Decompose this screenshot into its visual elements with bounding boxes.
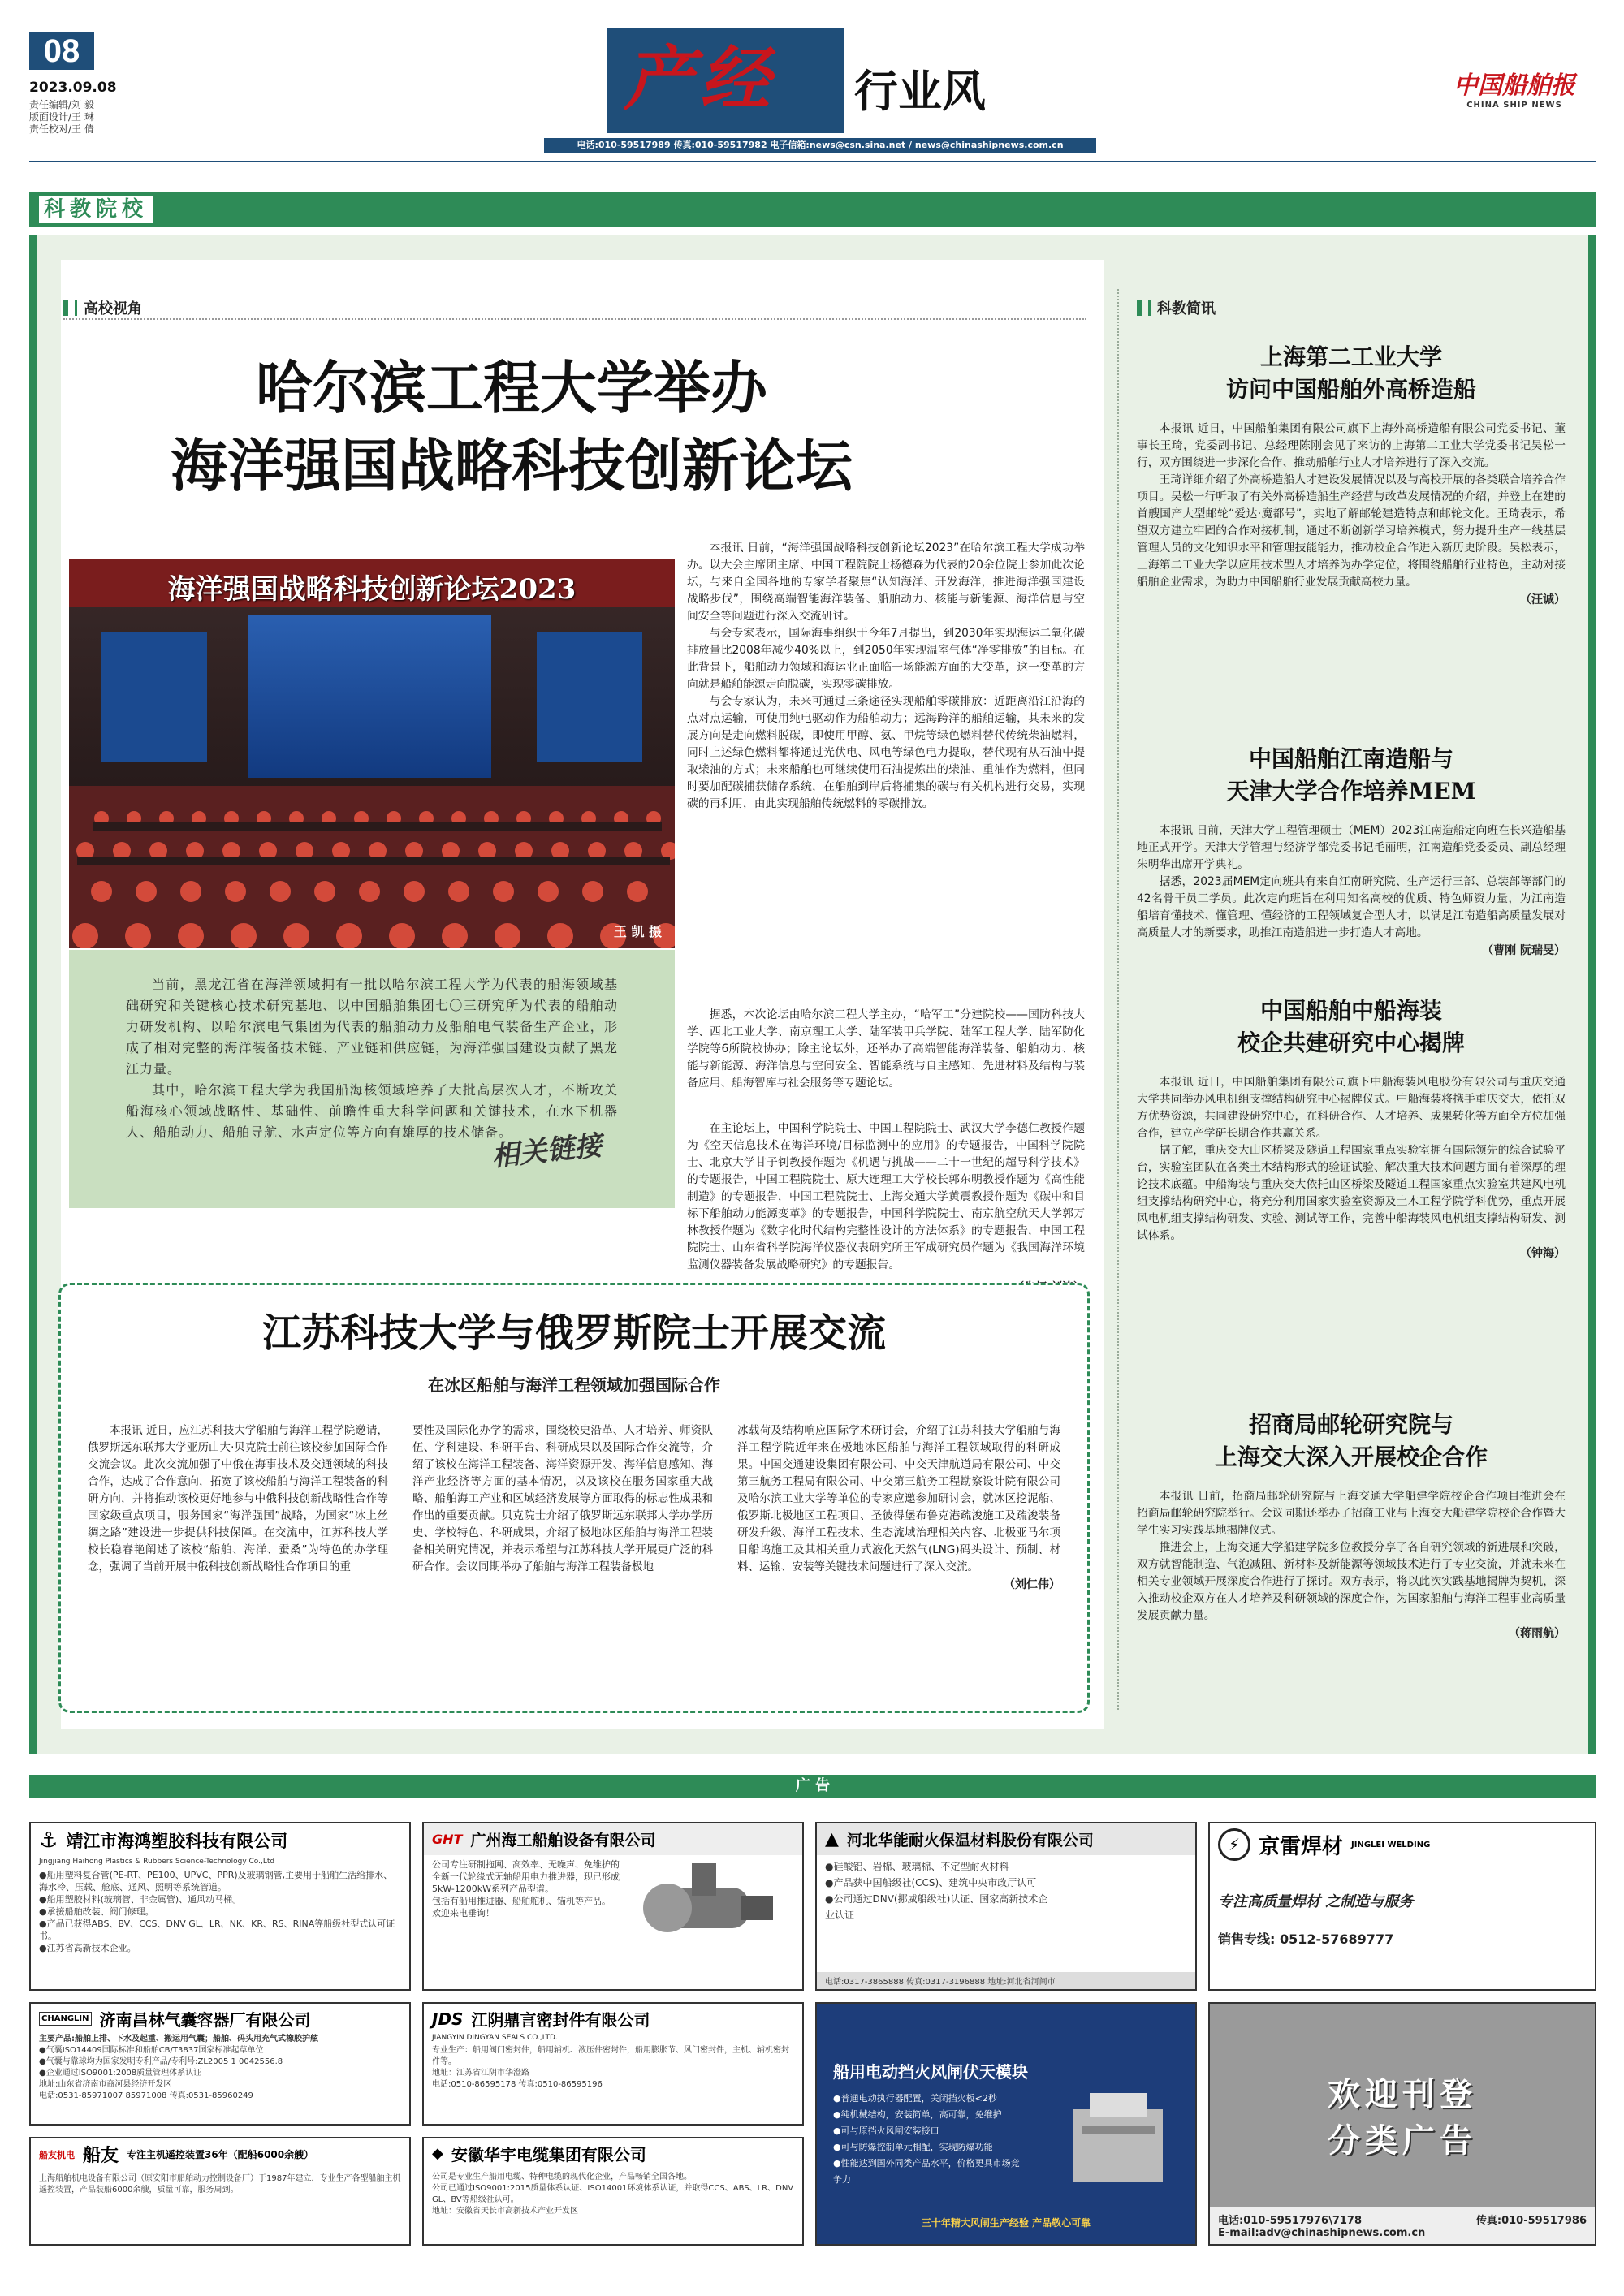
forum-article-body-3 <box>687 1120 1085 1295</box>
brief-item <box>1137 341 1566 607</box>
ad-band <box>29 1775 1596 1798</box>
ad-line: 公司是专业生产船用电缆、特种电缆的现代化企业，产品畅销全国各地。 <box>432 2173 692 2182</box>
editor-credit: 责任编辑/刘 毅 <box>29 99 94 110</box>
brief-title: 天津大学合作培养MEM <box>1226 778 1476 805</box>
ad-line: ●公司通过DNV(挪威船级社)认证、国家高新技术企业认证 <box>825 1893 1048 1921</box>
ad-company-name: 江阴鼎言密封件有限公司 <box>471 2010 650 2030</box>
band-label <box>39 196 153 223</box>
brief-credit: （汪诚） <box>1520 593 1566 606</box>
ad-headline: 船用电动挡火风闸伏天模块 <box>833 2062 1028 2082</box>
ad-company-en: JINGLEI WELDING <box>1351 1840 1431 1849</box>
classified-phone: 电话:010-59517976\7178 <box>1218 2215 1363 2227</box>
ad-company-name: 安徽华宇电缆集团有限公司 <box>451 2145 646 2164</box>
ad-company-name: 京雷焊材 <box>1259 1834 1344 1859</box>
classified-fax: 传真:010-59517986 <box>1475 2215 1587 2227</box>
article-paragraph: 据悉，本次论坛由哈尔滨工程大学主办，“哈军工”分建院校——国防科技大学、西北工业大学、南京理工大学、陆军装甲兵学院、陆军工程大学、陆军防化学院等6所院校协办；除主论坛外，还举办了高端智能海洋装备、船舶动力、核能与新能源、海洋信息与空间安全、智能系统与自主感知、先进材料及结构与装备应用、船海智库与社会服务等专题论坛。 <box>687 1008 1085 1090</box>
ad-company-en: JIANGYIN DINGYAN SEALS CO.,LTD. <box>432 2034 558 2042</box>
ad-header <box>31 2138 409 2170</box>
ad-line: ●产品获中国船级社(CCS)、建筑中央市政厅认可 <box>825 1877 1037 1888</box>
ad-slogan: 三十年精大风闸生产经验 产品敬心可靠 <box>921 2217 1091 2229</box>
ad-guangzhou-marine <box>422 1822 804 1991</box>
ad-huaneng <box>815 1822 1197 1991</box>
ad-company-name: 船友 <box>83 2146 119 2166</box>
ad-brand: 船友机电 <box>39 2149 75 2160</box>
section-band <box>29 192 1596 227</box>
photo-banner-text: 海洋强国战略科技创新论坛2023 <box>167 573 577 606</box>
article-paragraph: 与会专家表示，国际海事组织于今年7月提出，到2030年实现海运二氧化碳排放量比2008年减少40%以上，到2050年实现温室气体“净零排放”的目标。在此背景下，船舶动力领域和海运业正面临一场能源方面的大变革，这一变革的方向就是船舶能源走向脱碳，实现零碳排放。 <box>687 627 1085 691</box>
ad-line: ●硅酸铝、岩棉、玻璃棉、不定型耐火材料 <box>825 1861 1009 1872</box>
ad-slogan: 专注主机遥控装置36年（配船6000余艘） <box>127 2149 314 2160</box>
right-section-title: 科教简讯 <box>1157 300 1216 317</box>
photo-credit: 王 凯 摄 <box>613 924 662 939</box>
classified-title: 欢迎刊登 <box>1328 2075 1477 2113</box>
brief-paragraph: 本报讯 日前，天津大学工程管理硕士（MEM）2023江南造船定向班在长兴造船基地正式开学。天津大学管理与经济学部党委书记毛丽明，江南造船党委委员、副总经理朱明华出席开学典礼。 <box>1137 824 1566 871</box>
brief-paragraph: 本报讯 近日，中国船舶集团有限公司旗下上海外高桥造船有限公司党委书记、董事长王琦，党委副书记、总经理陈刚会见了来访的上海第二工业大学党委书记吴松一行，双方围绕进一步深化合作、推动船舶行业人才培养进行了深入交流。 <box>1137 422 1566 469</box>
ad-header <box>424 1823 802 1855</box>
ad-changlin <box>29 2002 411 2126</box>
brief-paragraph: 本报讯 日前，招商局邮轮研究院与上海交通大学船建学院校企合作项目推进会在招商局邮轮研究院举行。会议同期还举办了招商工业与上海交大船建学院校企合作暨大学生实习实践基地揭牌仪式。 <box>1137 1490 1566 1537</box>
header-rule <box>29 161 1596 162</box>
related-paragraph: 其中，哈尔滨工程大学为我国船海核领域培养了大批高层次人才，不断攻关船海核心领域战略性、基础性、前瞻性重大科学问题和关键技术，在水下机器人、船舶动力、船舶导航、水声定位等方向有雄厚的技术储备。 <box>126 1082 618 1140</box>
related-links-box <box>69 950 675 1208</box>
brief-title: 中国船舶江南造船与 <box>1248 745 1453 772</box>
forum-headline-line2: 海洋强国战略科技创新论坛 <box>171 432 853 499</box>
ad-company-name: 河北华能耐火保温材料股份有限公司 <box>846 1832 1094 1849</box>
brief-paragraph: 王琦详细介绍了外高桥造船人才建设发展情况以及与高校开展的各类联合培养合作项目。吴松一行听取了有关外高桥造船生产经营与改革发展情况的介绍，并登上在建的首艘国产大型邮轮“爱达·魔都号”，实地了解邮轮建造特点和邮轮文化。王琦表示，希望双方建立牢固的合作对接机制，通过不断创新学习培养模式，努力提升生产一线基层管理人员的文化知识水平和管理技能能力，推动校企合作进入新历史阶段。吴松表示，上海第二工业大学以应用技术型人才培养为办学定位，将围绕船舶行业特色，主动对接船舶企业需求，为助力中国船舶行业发展贡献高校力量。 <box>1137 473 1566 589</box>
related-links-label: 相关链接 <box>490 1129 604 1173</box>
classified-email: E-mail:adv@chinashipnews.com.cn <box>1218 2227 1426 2239</box>
editor-credit: 责任校对/王 倩 <box>29 123 94 135</box>
ad-header <box>31 1823 409 1858</box>
brief-paragraph: 推进会上，上海交通大学船建学院多位教授分享了各自研究领域的新进展和突破，双方就智能制造、气泡减阻、新材料及新能源等领域技术进行了专业交流，并就未来在相关专业领域开展深度合作进行了探讨。双方表示，将以此次实践基地揭牌为契机，深入推动校企双方在人才培养及科研领域的深度合作，为国家船舶与海洋工程事业高质量发展贡献力量。 <box>1137 1541 1566 1622</box>
ad-chuanyou <box>29 2137 411 2246</box>
brief-title: 上海第二工业大学 <box>1259 343 1442 370</box>
ad-body <box>817 1855 1060 1927</box>
band-label-text: 科教院校 <box>39 196 153 223</box>
ad-company-name: 济南昌林气囊容器厂有限公司 <box>99 2010 311 2030</box>
ad-line: ●气囊与靠球均为国家发明专利产品/专利号:ZL2005 1 0042556.8 <box>39 2057 283 2066</box>
jiangsu-subtitle: 在冰区船舶与海洋工程领域加强国际合作 <box>428 1375 720 1395</box>
article-paragraph: 在主论坛上，中国科学院院士、中国工程院院士、武汉大学李德仁教授作题为《空天信息技术在海洋环境/目标监测中的应用》的专题报告，中国科学院院士、北京大学甘子钊教授作题为《机遇与挑战——二十一世纪的超导科学技术》的专题报告，中国工程院院士、原大连理工大学校长郭东明教授作题为《高性能制造》的专题报告，中国工程院院士、上海交通大学黄震教授作题为《碳中和目标下船舶动力能源变革》的专题报告，中国科学院院士、南京航空航天大学郭万林教授作题为《数字化时代结构完整性设计的方法体系》的专题报告，中国工程院院士、山东省科学院海洋仪器仪表研究所王军成研究员作题为《我国海洋环境监测仪器装备发展战略研究》的专题报告。 <box>687 1122 1085 1271</box>
ad-body <box>424 2042 802 2094</box>
ad-dingyan <box>422 2002 804 2126</box>
classified-contact <box>1210 2207 1595 2244</box>
ad-content <box>424 1855 802 1961</box>
ad-band-label: 广 告 <box>795 1777 831 1794</box>
masthead-logo: 产经 <box>624 38 776 120</box>
forum-photo-art <box>69 559 675 948</box>
article-credit: （刘仁伟） <box>1004 1578 1060 1591</box>
ad-line: 主要产品:船舶上排、下水及起重、搬运用气囊；船舶、码头用充气式橡胶护舷 <box>39 2035 318 2044</box>
brief-paragraph: 据悉，2023届MEM定向班共有来自江南研究院、生产运行三部、总装部等部门的42名骨干员工学员。此次定向班旨在利用知名高校的优质、特色师资力量，为江南造船培育懂技术、懂管理、懂经济的工程领域复合型人才，以满足江南造船高质量发展对高质量人才的新要求，助推江南造船进一步打造人才高地。 <box>1137 875 1566 939</box>
right-section-label <box>1137 297 1216 318</box>
label-bar <box>75 300 77 316</box>
ad-body <box>424 1855 635 1961</box>
ad-logo-icon: ◆ <box>432 2145 443 2162</box>
brief-credit: （蒋雨航） <box>1509 1627 1566 1640</box>
thruster-product-image <box>635 1855 789 1961</box>
label-bar <box>63 300 68 316</box>
left-section-label <box>63 297 142 318</box>
ad-line: ●性能达到国外同类产品水平，价格更具市场竞争力 <box>833 2158 1020 2185</box>
ad-line: 上海船舶机电设备有限公司（原安阳市船舶动力控制设备厂）于1987年建立，专业生产各型船舶主机遥控装置，产品装船6000余艘，质量可靠，服务周到。 <box>39 2174 401 2195</box>
ad-haihong <box>29 1822 411 1991</box>
article-paragraph: 本报讯 日前，“海洋强国战略科技创新论坛2023”在哈尔滨工程大学成功举办。以大会主席团主席、中国工程院院士杨德森为代表的20余位院士参加此次论坛，与来自全国各地的专家学者聚焦“认知海洋、开发海洋，推进海洋强国建设战略步伐”，围绕高端智能海洋装备、船舶动力、核能与新能源、海洋信息与空间安全等问题进行深入交流研讨。 <box>687 542 1085 623</box>
ad-company-name: 靖江市海鸿塑胶科技有限公司 <box>66 1832 288 1851</box>
ad-logo-icon: ▲ <box>825 1829 839 1849</box>
brief-credit: （钟海） <box>1520 1247 1566 1260</box>
ad-header <box>424 2004 802 2034</box>
ad-line: ●可与原挡火风闸安装接口 <box>833 2126 939 2136</box>
ad-logo-icon: CHANGLIN <box>39 2012 92 2026</box>
paper-name: 中国船舶报 <box>1453 71 1575 100</box>
label-bar <box>1148 300 1151 316</box>
ad-line: 公司专注研制拖网、高效率、无噪声、免维护的全新一代轮缘式无轴船用电力推进器，现已形成5kW-1200kW系列产品型谱。 <box>432 1859 620 1894</box>
ad-line: 专业生产：船用阀门密封件，船用辅机、液压件密封件，船用膨胀节、风门密封件，主机、辅机密封件等。 <box>432 2046 789 2066</box>
ad-line: 欢迎来电垂询！ <box>432 1908 495 1918</box>
editor-credit: 版面设计/王 琳 <box>29 111 94 123</box>
page-number: 08 <box>43 33 80 69</box>
ad-line: ●纯机械结构，安装简单，高可靠，免维护 <box>833 2109 1002 2120</box>
ad-line: ●江苏省高新技术企业。 <box>39 1943 136 1953</box>
article-paragraph: 冰载荷及结构响应国际学术研讨会，介绍了江苏科技大学船舶与海洋工程学院近年来在极地冰区船舶与海洋工程领域取得的科研成果。中国交通建设集团有限公司、中交天津航道局有限公司、中交第三航务工程局有限公司、中交第三航务工程勘察设计院有限公司及哈尔滨工业大学等单位的专家应邀参加研讨会，就冰区挖泥船、俄罗斯北极地区工程项目、圣彼得堡布鲁克港疏浚施工及疏浚装备研发升级、海洋工程技术、生态流域治理相关内容、北极亚马尔项目船坞施工及其相关重力式液化天然气(LNG)码头设计、预制、材料、运输、安装等关键技术问题进行了深入交流。 <box>737 1424 1060 1573</box>
ad-line: 电话:0531-85971007 85971008 传真:0531-85960249 <box>39 2091 253 2100</box>
ad-phone: 销售专线: 0512-57689777 <box>1218 1931 1394 1947</box>
ad-header <box>424 2138 802 2169</box>
ad-line: ●船用塑料复合管(PE-RT、PE100、UPVC、PPR)及玻璃钢管,主要用于船舶生活给排水、海水冷、压载、舱底、通风、照明等系统管道。 <box>39 1870 393 1892</box>
ad-body <box>31 1866 409 1957</box>
editor-credits <box>29 99 94 136</box>
ad-footer: 电话:0317-3865888 传真:0317-3196888 地址:河北省河间市 <box>817 1972 1195 1989</box>
left-label-rule <box>63 318 1086 320</box>
forum-article-body <box>687 540 1085 813</box>
brief-credit: （曹刚 阮瑞旻） <box>1482 944 1566 957</box>
ad-logo-icon: GHT <box>432 1832 463 1847</box>
jiangsu-col-2 <box>412 1422 713 1576</box>
ad-fire-damper <box>815 2002 1197 2246</box>
ad-line: 地址：江苏省江阴市华澄路 <box>432 2069 529 2078</box>
forum-headline-line1: 哈尔滨工程大学举办 <box>256 354 767 421</box>
section-name: 行业风 <box>854 65 986 117</box>
ad-company-en: Jingjiang Haihong Plastics & Rubbers Science-Technology Co.,Ltd <box>39 1858 275 1866</box>
ad-line: ●船用塑胶材料(玻璃管、非金属管)、通风动马桶。 <box>39 1894 242 1905</box>
masthead-logo-block <box>607 28 844 133</box>
ad-company-name: 广州海工船舶设备有限公司 <box>470 1832 656 1849</box>
ad-line: ●产品已获得ABS、BV、CCS、DNV GL、LR、NK、KR、RS、RINA等船级社型式认可证书。 <box>39 1918 395 1941</box>
brief-item <box>1137 743 1566 958</box>
brief-title: 中国船舶中船海装 <box>1259 997 1442 1024</box>
brief-paragraph: 据了解，重庆交大山区桥梁及隧道工程国家重点实验室拥有国际领先的综合试验平台，实验室团队在各类土木结构形式的验证试验、解决重大技术问题方面有着深厚的理论技术底蕴。中船海装与重庆交大依托山区桥梁及隧道工程国家重点实验室共建风电机组支撑结构研究中心，将充分利用国家实验室资源及土木工程学院学科优势，重点开展风电机组支撑结构研发、实验、测试等工作，完善中船海装风电机组支撑结构研发、测试体系。 <box>1137 1144 1566 1242</box>
ad-huayu-cable <box>422 2137 804 2246</box>
ad-slogan: 专注高质量焊材 之制造与服务 <box>1218 1893 1414 1910</box>
ad-line: 地址:山东省济南市商河县经济开发区 <box>39 2080 172 2089</box>
forum-photo <box>69 559 675 948</box>
ad-classified <box>1208 2002 1596 2246</box>
label-bar <box>1137 300 1142 316</box>
brief-item <box>1137 995 1566 1261</box>
ad-jinglei <box>1208 1822 1596 1991</box>
right-column-divider <box>1117 289 1119 1710</box>
paper-logo <box>1453 65 1575 110</box>
anchor-icon: ⚓ <box>39 1828 58 1853</box>
brief-title: 招商局邮轮研究院与 <box>1248 1411 1453 1438</box>
ad-line: 电话:0510-86595178 传真:0510-86595196 <box>432 2080 603 2089</box>
article-paragraph: 与会专家认为，未来可通过三条途径实现船舶零碳排放：近距离沿江沿海的点对点运输，可使用纯电驱动作为船舶动力；远海跨洋的船舶运输，其未来的发展方向是走向燃料脱碳，即使用甲醇、氨、甲烷等绿色燃料替代传统柴油燃料，同时上述绿色燃料都将通过光伏电、风电等绿色电力提取，替代现有从石油中提取柴油的方式；未来船舶也可继续使用石油提炼出的柴油、重油作为燃料，但同时要加配碳捕获储存系统，在船舶到岸后将捕集的碳与有关机构进行交易，实现碳的再利用，由此实现船舶传统燃料的零碳排放。 <box>687 695 1085 810</box>
paper-name-en: CHINA SHIP NEWS <box>1466 101 1562 110</box>
ad-line: 公司已通过ISO9001:2015质量体系认证、ISO14001环境体系认证，并取得CCS、ABS、LR、DNV GL、BV等船级社认可。 <box>432 2184 794 2204</box>
ad-body <box>833 2091 1020 2188</box>
ad-line: 地址：安徽省天长市高新技术产业开发区 <box>432 2207 578 2216</box>
page-number-box <box>29 32 94 70</box>
jiangsu-col-3 <box>737 1422 1060 1592</box>
ad-line: ●承接船舶改装、阀门修理。 <box>39 1906 154 1917</box>
brief-item <box>1137 1409 1566 1641</box>
forum-article-body-2 <box>687 1007 1085 1092</box>
brief-title: 上海交大深入开展校企合作 <box>1214 1444 1488 1470</box>
article-paragraph: 本报讯 近日，应江苏科技大学船舶与海洋工程学院邀请，俄罗斯远东联邦大学亚历山大·贝克院士前往该校参加国际合作交流会议。此次交流加强了中俄在海事技术及交通领域的科技合作，达成了合作意向，拓宽了该校船舶与海洋工程装备的科研方向，并将推动该校更好地参与中俄科技创新战略性合作等国家级重点项目，服务国家“海洋强国”战略，为国家“冰上丝绸之路”建设进一步提供科技保障。在交流中，江苏科技大学校长稳春艳阐述了该校“船舶、海洋、蚕桑”为特色的办学理念，强调了当前开展中俄科技创新战略性合作项目的重 <box>88 1424 388 1573</box>
jinglei-logo-icon: ⚡ <box>1218 1828 1250 1861</box>
contact-bar: 电话:010-59517989 传真:010-59517982 电子信箱:news@csn.sina.net / news@chinashipnews.com.cn <box>544 138 1096 153</box>
left-section-title: 高校视角 <box>84 300 142 317</box>
brief-title: 校企共建研究中心揭牌 <box>1237 1029 1465 1056</box>
ad-body <box>31 2034 409 2105</box>
related-paragraph: 当前，黑龙江省在海洋领域拥有一批以哈尔滨工程大学为代表的船海领域基础研究和关键核心技术研究基地、以中国船舶集团七〇三研究所为代表的船舶动力研发机构、以哈尔滨电气集团为代表的船舶动力及船舶电气装备生产企业，形成了相对完整的海洋装备技术链、产业链和供应链，为海洋强国建设贡献了黑龙江力量。 <box>126 977 618 1077</box>
ad-body <box>31 2170 409 2199</box>
ad-body <box>424 2169 802 2220</box>
damper-product-image <box>1057 2085 1179 2190</box>
brief-title: 访问中国船舶外高桥造船 <box>1225 376 1476 403</box>
ad-line: 包括有船用推进器、船舶舵机、锚机等产品。 <box>432 1896 611 1906</box>
brief-paragraph: 本报讯 近日，中国船舶集团有限公司旗下中船海装风电股份有限公司与重庆交通大学共同举办风电机组支撑结构研究中心揭牌仪式。中船海装将携手重庆交大，依托双方优势资源，共同建设研究中心，在科研合作、人才培养、成果转化等方面全方位加强合作，建立产学研长期合作共赢关系。 <box>1137 1076 1566 1140</box>
ad-line: ●普通电动执行器配置，关闭挡火板<2秒 <box>833 2093 997 2104</box>
ad-header <box>31 2004 409 2034</box>
ad-logo-icon: JDS <box>432 2009 464 2029</box>
article-paragraph: 要性及国际化办学的需求，围绕校史沿革、人才培养、师资队伍、学科建设、科研平台、科研成果以及国际合作交流等，介绍了该校在海洋工程装备、海洋资源开发、海洋信息感知、海洋产业经济等方面的基本情况，以及该校在服务国家重大战略、船舶海工产业和区域经济发展等方面取得的标志性成果和作出的重要贡献。贝克院士介绍了俄罗斯远东联邦大学办学历史、学校特色、科研成果，介绍了极地冰区船舶与海洋工程装备相关研究情况，并表示希望与江苏科技大学开展更广泛的科研合作。会议同期举办了船舶与海洋工程装备极地 <box>412 1424 713 1573</box>
jiangsu-headline: 江苏科技大学与俄罗斯院士开展交流 <box>261 1310 886 1356</box>
ad-line: ●企业通过ISO9001:2008质量管理体系认证 <box>39 2069 202 2078</box>
jiangsu-col-1 <box>88 1422 388 1576</box>
issue-date: 2023.09.08 <box>29 80 117 96</box>
ad-line: ●可与防爆控制单元相配，实现防爆功能 <box>833 2142 993 2152</box>
ad-line: ●气囊ISO14409国际标准和船舶CB/T3837国家标准起草单位 <box>39 2046 264 2055</box>
ad-header <box>1210 1823 1595 1866</box>
ad-header <box>817 1823 1195 1855</box>
classified-subtitle: 分类广告 <box>1328 2121 1477 2160</box>
